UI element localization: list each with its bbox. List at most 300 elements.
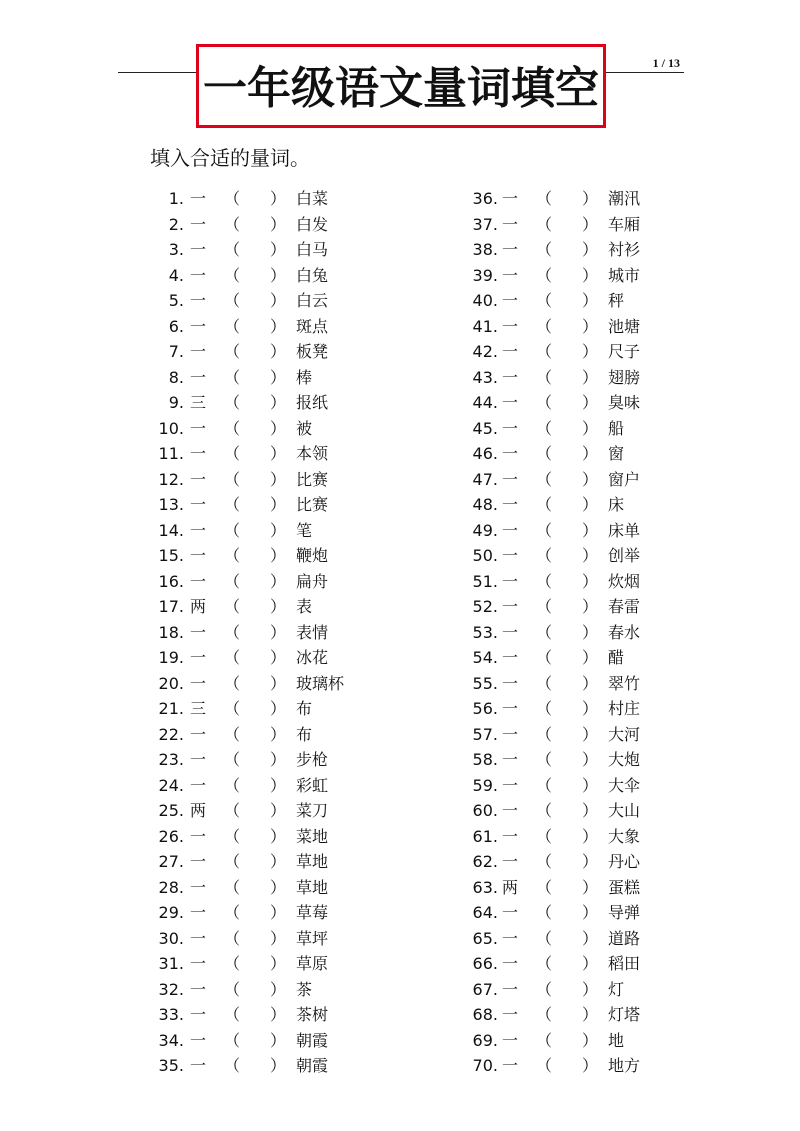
measure-prefix: 一: [502, 1056, 519, 1075]
blank-close-paren: ）: [270, 571, 287, 591]
noun-word: 衬衫: [608, 240, 641, 259]
measure-prefix: 一: [190, 750, 207, 769]
answer-blank[interactable]: [554, 824, 580, 849]
list-item: [462, 900, 762, 926]
item-number: 25.: [158, 801, 184, 820]
blank-close-paren: ）: [270, 418, 287, 438]
noun-word: 翅膀: [608, 367, 641, 387]
noun-word: 表情: [296, 622, 329, 642]
list-item: [462, 339, 762, 365]
measure-prefix: 一: [502, 1030, 519, 1050]
answer-blank[interactable]: [242, 875, 268, 900]
list-item: [462, 1028, 762, 1054]
noun-word: 茶树: [296, 1005, 329, 1024]
answer-blank[interactable]: [554, 926, 580, 951]
blank-close-paren: ）: [270, 291, 287, 310]
blank-close-paren: ）: [270, 265, 287, 285]
list-item: [150, 798, 450, 824]
noun-word: 鞭炮: [296, 546, 329, 565]
blank-open-paren: （: [536, 444, 553, 463]
item-number: 26.: [158, 826, 184, 846]
noun-word: 大象: [608, 826, 641, 846]
measure-prefix: 一: [502, 418, 519, 438]
answer-blank[interactable]: [242, 977, 268, 1002]
list-item: [150, 1002, 450, 1028]
item-number: 30.: [158, 928, 184, 948]
noun-word: 菜地: [296, 826, 329, 846]
blank-close-paren: ）: [270, 316, 287, 336]
measure-prefix: 一: [190, 775, 207, 795]
item-number: 52.: [472, 597, 498, 616]
answer-blank[interactable]: [554, 645, 580, 670]
blank-open-paren: （: [224, 367, 241, 387]
blank-close-paren: ）: [270, 597, 287, 616]
answer-blank[interactable]: [554, 339, 580, 364]
blank-open-paren: （: [224, 903, 241, 922]
list-item: [462, 620, 762, 646]
list-item: [150, 1053, 450, 1079]
item-number: 47.: [472, 469, 498, 489]
list-item: [462, 416, 762, 442]
measure-prefix: 一: [190, 1030, 207, 1050]
noun-word: 白马: [296, 240, 329, 259]
blank-close-paren: ）: [582, 979, 599, 999]
blank-close-paren: ）: [582, 291, 599, 310]
blank-open-paren: （: [536, 342, 553, 361]
item-number: 32.: [158, 979, 184, 999]
measure-prefix: 一: [190, 826, 207, 846]
list-item: [150, 926, 450, 952]
answer-blank[interactable]: [554, 977, 580, 1002]
noun-word: 冰花: [296, 648, 329, 667]
list-item: [462, 467, 762, 493]
item-number: 37.: [472, 214, 498, 234]
list-item: [462, 594, 762, 620]
answer-blank[interactable]: [242, 594, 268, 619]
answer-blank[interactable]: [554, 492, 580, 517]
answer-blank[interactable]: [242, 441, 268, 466]
list-item: [150, 824, 450, 850]
list-item: [150, 365, 450, 391]
list-item: [462, 773, 762, 799]
list-item: [462, 543, 762, 569]
noun-word: 春水: [608, 622, 641, 642]
answer-blank[interactable]: [242, 696, 268, 721]
noun-word: 板凳: [296, 342, 329, 361]
blank-close-paren: ）: [270, 877, 287, 897]
noun-word: 白菜: [296, 189, 329, 208]
item-number: 33.: [158, 1005, 184, 1024]
item-number: 8.: [168, 367, 184, 387]
measure-prefix: 一: [502, 444, 519, 463]
item-number: 16.: [158, 571, 184, 591]
item-number: 46.: [472, 444, 498, 463]
item-number: 11.: [158, 444, 184, 463]
answer-blank[interactable]: [554, 518, 580, 543]
measure-prefix: 一: [190, 928, 207, 948]
answer-blank[interactable]: [242, 1053, 268, 1078]
blank-open-paren: （: [536, 954, 553, 973]
measure-prefix: 一: [502, 291, 519, 310]
answer-blank[interactable]: [554, 696, 580, 721]
blank-open-paren: （: [224, 316, 241, 336]
item-number: 5.: [168, 291, 184, 310]
item-number: 54.: [472, 648, 498, 667]
answer-blank[interactable]: [554, 237, 580, 262]
blank-open-paren: （: [536, 418, 553, 438]
blank-close-paren: ）: [582, 597, 599, 616]
blank-close-paren: ）: [270, 673, 287, 693]
item-number: 69.: [472, 1030, 498, 1050]
answer-blank[interactable]: [242, 416, 268, 441]
measure-prefix: 一: [190, 189, 207, 208]
answer-blank[interactable]: [554, 773, 580, 798]
list-item: [462, 926, 762, 952]
list-item: [462, 441, 762, 467]
measure-prefix: 两: [502, 877, 519, 897]
measure-prefix: 一: [502, 495, 519, 514]
blank-open-paren: （: [224, 1005, 241, 1024]
item-number: 18.: [158, 622, 184, 642]
answer-blank[interactable]: [554, 1053, 580, 1078]
list-item: [462, 824, 762, 850]
answer-blank[interactable]: [554, 798, 580, 823]
item-number: 55.: [472, 673, 498, 693]
answer-blank[interactable]: [554, 314, 580, 339]
blank-close-paren: ）: [582, 469, 599, 489]
list-item: [462, 875, 762, 901]
answer-blank[interactable]: [554, 543, 580, 568]
noun-word: 草地: [296, 852, 329, 871]
blank-open-paren: （: [536, 214, 553, 234]
item-number: 43.: [472, 367, 498, 387]
blank-close-paren: ）: [582, 214, 599, 234]
answer-blank[interactable]: [242, 849, 268, 874]
blank-open-paren: （: [224, 342, 241, 361]
answer-blank[interactable]: [242, 569, 268, 594]
list-item: [462, 671, 762, 697]
answer-blank[interactable]: [554, 1028, 580, 1053]
measure-prefix: 一: [190, 495, 207, 514]
answer-blank[interactable]: [554, 569, 580, 594]
blank-open-paren: （: [224, 418, 241, 438]
noun-word: 村庄: [608, 699, 641, 718]
answer-blank[interactable]: [242, 645, 268, 670]
blank-open-paren: （: [224, 954, 241, 973]
list-item: [462, 365, 762, 391]
blank-close-paren: ）: [582, 418, 599, 438]
list-item: [150, 186, 450, 212]
measure-prefix: 一: [190, 1056, 207, 1075]
blank-open-paren: （: [536, 1030, 553, 1050]
list-item: [150, 518, 450, 544]
blank-close-paren: ）: [270, 240, 287, 259]
blank-open-paren: （: [536, 648, 553, 667]
measure-prefix: 一: [190, 622, 207, 642]
blank-open-paren: （: [536, 189, 553, 208]
answer-blank[interactable]: [554, 1002, 580, 1027]
answer-blank[interactable]: [554, 263, 580, 288]
blank-open-paren: （: [536, 520, 553, 540]
answer-blank[interactable]: [554, 365, 580, 390]
blank-close-paren: ）: [270, 189, 287, 208]
answer-blank[interactable]: [554, 875, 580, 900]
answer-blank[interactable]: [242, 237, 268, 262]
noun-word: 棒: [296, 367, 313, 387]
answer-blank[interactable]: [242, 543, 268, 568]
noun-word: 扁舟: [296, 571, 329, 591]
noun-word: 草莓: [296, 903, 329, 922]
blank-close-paren: ）: [582, 265, 599, 285]
answer-blank[interactable]: [242, 722, 268, 747]
answer-blank[interactable]: [242, 773, 268, 798]
measure-prefix: 一: [502, 546, 519, 565]
noun-word: 灯塔: [608, 1005, 641, 1024]
blank-open-paren: （: [224, 265, 241, 285]
blank-open-paren: （: [224, 1030, 241, 1050]
blank-close-paren: ）: [582, 316, 599, 336]
blank-close-paren: ）: [582, 367, 599, 387]
blank-open-paren: （: [536, 801, 553, 820]
noun-word: 布: [296, 724, 313, 744]
blank-open-paren: （: [224, 291, 241, 310]
noun-word: 大山: [608, 801, 641, 820]
item-number: 4.: [168, 265, 184, 285]
item-number: 56.: [472, 699, 498, 718]
blank-open-paren: （: [224, 826, 241, 846]
noun-word: 报纸: [296, 393, 329, 412]
measure-prefix: 一: [502, 367, 519, 387]
blank-open-paren: （: [536, 673, 553, 693]
noun-word: 白兔: [296, 265, 329, 285]
measure-prefix: 两: [190, 801, 207, 820]
blank-close-paren: ）: [582, 750, 599, 769]
answer-blank[interactable]: [554, 288, 580, 313]
item-number: 17.: [158, 597, 184, 616]
item-number: 24.: [158, 775, 184, 795]
item-number: 58.: [472, 750, 498, 769]
noun-word: 菜刀: [296, 801, 329, 820]
measure-prefix: 一: [190, 367, 207, 387]
answer-blank[interactable]: [242, 212, 268, 237]
item-number: 64.: [472, 903, 498, 922]
blank-close-paren: ）: [270, 724, 287, 744]
answer-blank[interactable]: [554, 849, 580, 874]
blank-close-paren: ）: [582, 775, 599, 795]
answer-blank[interactable]: [242, 926, 268, 951]
answer-blank[interactable]: [242, 951, 268, 976]
answer-blank[interactable]: [242, 798, 268, 823]
noun-word: 彩虹: [296, 775, 329, 795]
measure-prefix: 三: [190, 393, 207, 412]
answer-blank[interactable]: [242, 186, 268, 211]
blank-open-paren: （: [536, 469, 553, 489]
list-item: [150, 849, 450, 875]
noun-word: 本领: [296, 444, 329, 463]
page-number: 1 / 13: [652, 56, 680, 70]
item-number: 36.: [472, 189, 498, 208]
blank-close-paren: ）: [270, 546, 287, 565]
answer-blank[interactable]: [242, 339, 268, 364]
measure-prefix: 一: [502, 622, 519, 642]
answer-blank[interactable]: [242, 390, 268, 415]
measure-prefix: 两: [190, 597, 207, 616]
list-item: [150, 569, 450, 595]
measure-prefix: 一: [502, 597, 519, 616]
blank-open-paren: （: [224, 393, 241, 412]
blank-close-paren: ）: [582, 801, 599, 820]
item-number: 45.: [472, 418, 498, 438]
answer-blank[interactable]: [242, 263, 268, 288]
answer-blank[interactable]: [242, 467, 268, 492]
measure-prefix: 一: [190, 520, 207, 540]
noun-word: 春雷: [608, 597, 641, 616]
measure-prefix: 一: [502, 699, 519, 718]
blank-open-paren: （: [536, 852, 553, 871]
list-item: [462, 1002, 762, 1028]
measure-prefix: 一: [190, 954, 207, 973]
list-item: [462, 849, 762, 875]
measure-prefix: 一: [502, 469, 519, 489]
answer-blank[interactable]: [554, 594, 580, 619]
blank-open-paren: （: [536, 571, 553, 591]
blank-close-paren: ）: [582, 724, 599, 744]
answer-blank[interactable]: [242, 824, 268, 849]
blank-open-paren: （: [224, 1056, 241, 1075]
answer-blank[interactable]: [242, 365, 268, 390]
blank-open-paren: （: [224, 444, 241, 463]
noun-word: 斑点: [296, 316, 329, 336]
answer-blank[interactable]: [554, 416, 580, 441]
blank-open-paren: （: [536, 699, 553, 718]
answer-blank[interactable]: [554, 722, 580, 747]
blank-close-paren: ）: [270, 495, 287, 514]
answer-blank[interactable]: [554, 212, 580, 237]
blank-close-paren: ）: [582, 673, 599, 693]
answer-blank[interactable]: [242, 747, 268, 772]
blank-close-paren: ）: [270, 648, 287, 667]
blank-close-paren: ）: [582, 1005, 599, 1024]
noun-word: 炊烟: [608, 571, 641, 591]
answer-blank[interactable]: [554, 900, 580, 925]
measure-prefix: 一: [502, 189, 519, 208]
answer-blank[interactable]: [242, 288, 268, 313]
noun-word: 导弹: [608, 903, 641, 922]
list-item: [462, 569, 762, 595]
right-column: [462, 186, 762, 1079]
item-number: 22.: [158, 724, 184, 744]
noun-word: 丹心: [608, 852, 641, 871]
blank-close-paren: ）: [270, 775, 287, 795]
item-number: 38.: [472, 240, 498, 259]
measure-prefix: 一: [502, 852, 519, 871]
measure-prefix: 一: [190, 673, 207, 693]
measure-prefix: 一: [502, 342, 519, 361]
answer-blank[interactable]: [242, 900, 268, 925]
answer-blank[interactable]: [554, 441, 580, 466]
measure-prefix: 一: [502, 648, 519, 667]
answer-blank[interactable]: [242, 314, 268, 339]
blank-close-paren: ）: [270, 826, 287, 846]
list-item: [462, 390, 762, 416]
blank-close-paren: ）: [582, 1030, 599, 1050]
measure-prefix: 一: [190, 469, 207, 489]
answer-blank[interactable]: [554, 186, 580, 211]
answer-blank[interactable]: [554, 747, 580, 772]
list-item: [150, 390, 450, 416]
item-number: 14.: [158, 520, 184, 540]
blank-open-paren: （: [536, 393, 553, 412]
instruction-text: 填入合适的量词。: [150, 146, 310, 170]
noun-word: 朝霞: [296, 1030, 329, 1050]
left-column: [150, 186, 450, 1079]
answer-blank[interactable]: [242, 671, 268, 696]
blank-close-paren: ）: [582, 571, 599, 591]
answer-blank[interactable]: [554, 671, 580, 696]
blank-close-paren: ）: [582, 903, 599, 922]
blank-close-paren: ）: [582, 928, 599, 948]
measure-prefix: 一: [502, 673, 519, 693]
noun-word: 朝霞: [296, 1056, 329, 1075]
blank-close-paren: ）: [270, 469, 287, 489]
list-item: [462, 288, 762, 314]
noun-word: 地方: [608, 1056, 641, 1075]
blank-close-paren: ）: [270, 801, 287, 820]
item-number: 1.: [168, 189, 184, 208]
item-number: 51.: [472, 571, 498, 591]
blank-open-paren: （: [536, 724, 553, 744]
list-item: [150, 875, 450, 901]
blank-close-paren: ）: [270, 367, 287, 387]
item-number: 34.: [158, 1030, 184, 1050]
measure-prefix: 一: [502, 571, 519, 591]
list-item: [150, 671, 450, 697]
noun-word: 床单: [608, 520, 641, 540]
noun-word: 表: [296, 597, 313, 616]
noun-word: 床: [608, 495, 625, 514]
answer-blank[interactable]: [554, 467, 580, 492]
answer-blank[interactable]: [242, 492, 268, 517]
blank-open-paren: （: [224, 597, 241, 616]
list-item: [462, 747, 762, 773]
noun-word: 稻田: [608, 954, 641, 973]
blank-open-paren: （: [536, 903, 553, 922]
answer-blank[interactable]: [242, 518, 268, 543]
list-item: [150, 237, 450, 263]
blank-close-paren: ）: [582, 444, 599, 463]
answer-blank[interactable]: [242, 1002, 268, 1027]
item-number: 3.: [168, 240, 184, 259]
blank-open-paren: （: [536, 240, 553, 259]
blank-open-paren: （: [536, 367, 553, 387]
answer-blank[interactable]: [242, 1028, 268, 1053]
answer-blank[interactable]: [554, 620, 580, 645]
noun-word: 比赛: [296, 495, 329, 514]
list-item: [462, 798, 762, 824]
blank-close-paren: ）: [270, 954, 287, 973]
measure-prefix: 一: [502, 979, 519, 999]
blank-open-paren: （: [224, 546, 241, 565]
noun-word: 笔: [296, 520, 313, 540]
answer-blank[interactable]: [554, 390, 580, 415]
blank-close-paren: ）: [582, 342, 599, 361]
answer-blank[interactable]: [242, 620, 268, 645]
item-number: 62.: [472, 852, 498, 871]
noun-word: 潮汛: [608, 189, 641, 208]
measure-prefix: 一: [502, 240, 519, 259]
item-number: 50.: [472, 546, 498, 565]
answer-blank[interactable]: [554, 951, 580, 976]
